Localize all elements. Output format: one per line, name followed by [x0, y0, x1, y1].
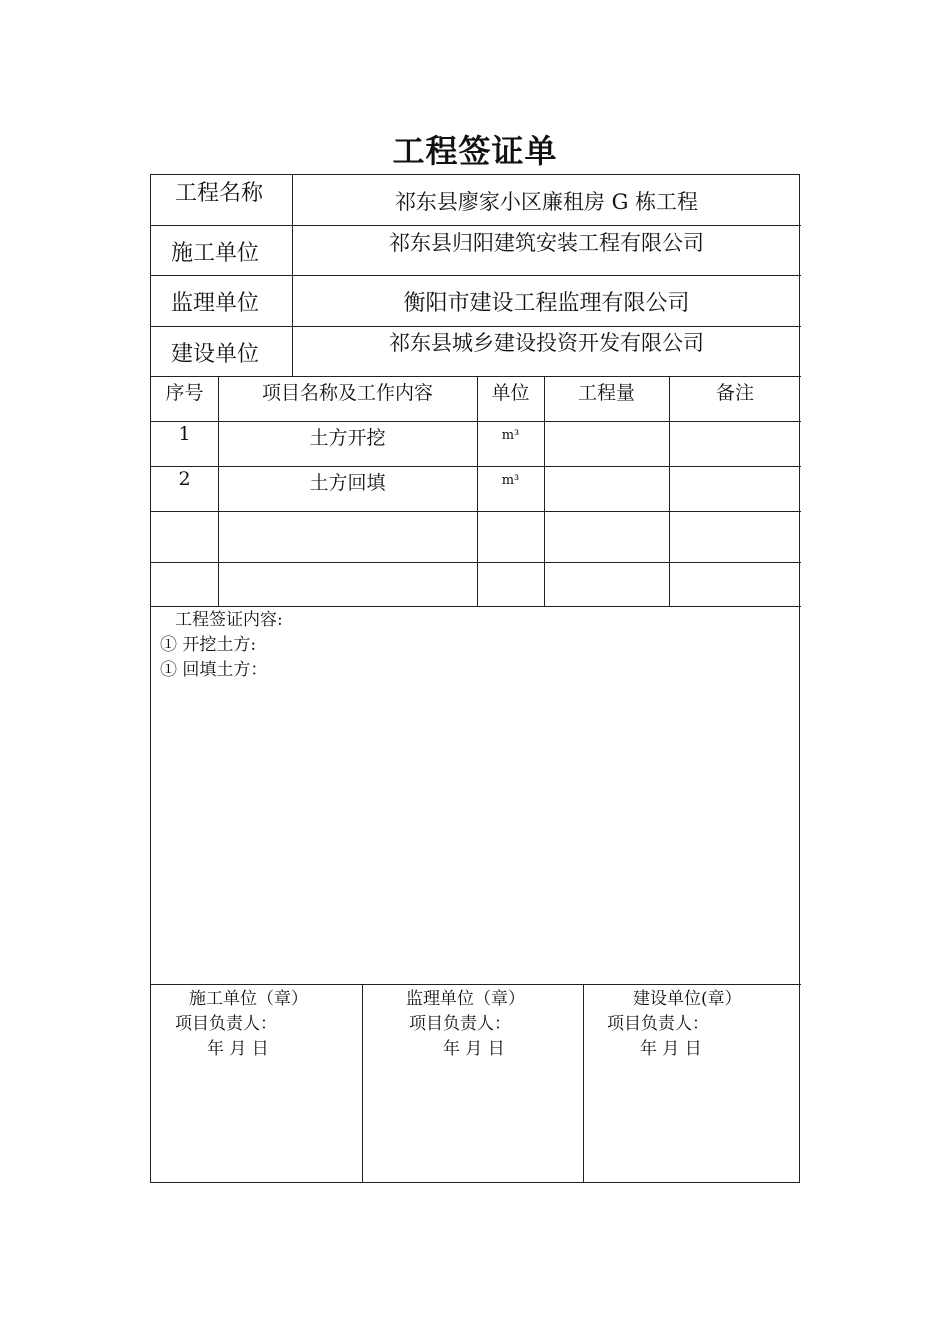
row-divider [151, 562, 801, 563]
row-divider [151, 275, 801, 276]
project-name-value: 祁东县廖家小区廉租房 G 栋工程 [394, 190, 699, 214]
signature-date: 年 月 日 [207, 1039, 269, 1059]
owner-label: 建设单位 [171, 342, 260, 367]
signature-unit-contractor: 施工单位（章） [189, 989, 308, 1009]
certificate-table [150, 174, 800, 1183]
supervisor-value: 衡阳市建设工程监理有限公司 [403, 291, 690, 316]
content-heading: 工程签证内容: [175, 610, 283, 630]
col-divider [362, 984, 363, 1183]
signature-unit-supervisor: 监理单位（章） [406, 989, 525, 1009]
row-divider [151, 466, 801, 467]
row-item-name: 土方开挖 [309, 427, 386, 449]
signature-person: 项目负责人： [175, 1014, 277, 1034]
supervisor-label: 监理单位 [171, 291, 260, 316]
row-divider [151, 421, 801, 422]
row-divider [151, 511, 801, 512]
signature-person: 项目负责人： [409, 1014, 511, 1034]
row-divider [151, 376, 801, 377]
row-unit: m³ [501, 428, 520, 443]
signature-unit-owner: 建设单位(章） [633, 989, 742, 1009]
contractor-value: 祁东县归阳建筑安装工程有限公司 [389, 231, 704, 255]
row-divider [151, 225, 801, 226]
signature-date: 年 月 日 [640, 1039, 702, 1059]
content-line: ① 开挖土方: [160, 635, 257, 655]
row-no: 2 [178, 468, 191, 490]
row-no: 1 [178, 423, 191, 445]
signature-date: 年 月 日 [443, 1039, 505, 1059]
signature-person: 项目负责人： [607, 1014, 709, 1034]
row-divider [151, 606, 801, 607]
header-unit: 单位 [491, 382, 530, 404]
owner-value: 祁东县城乡建设投资开发有限公司 [389, 331, 704, 355]
row-item-name: 土方回填 [309, 472, 386, 494]
col-divider [544, 376, 545, 606]
content-line: ① 回填土方： [160, 660, 268, 680]
header-item: 项目名称及工作内容 [261, 382, 433, 404]
col-divider [669, 376, 670, 606]
row-divider [151, 984, 801, 985]
header-no: 序号 [165, 382, 204, 404]
project-name-label: 工程名称 [175, 181, 264, 206]
col-divider [583, 984, 584, 1183]
header-quantity: 工程量 [577, 382, 635, 404]
contractor-label: 施工单位 [171, 241, 260, 266]
document-title: 工程签证单 [392, 132, 558, 170]
col-divider [477, 376, 478, 606]
row-unit: m³ [501, 473, 520, 488]
header-note: 备注 [715, 382, 754, 404]
